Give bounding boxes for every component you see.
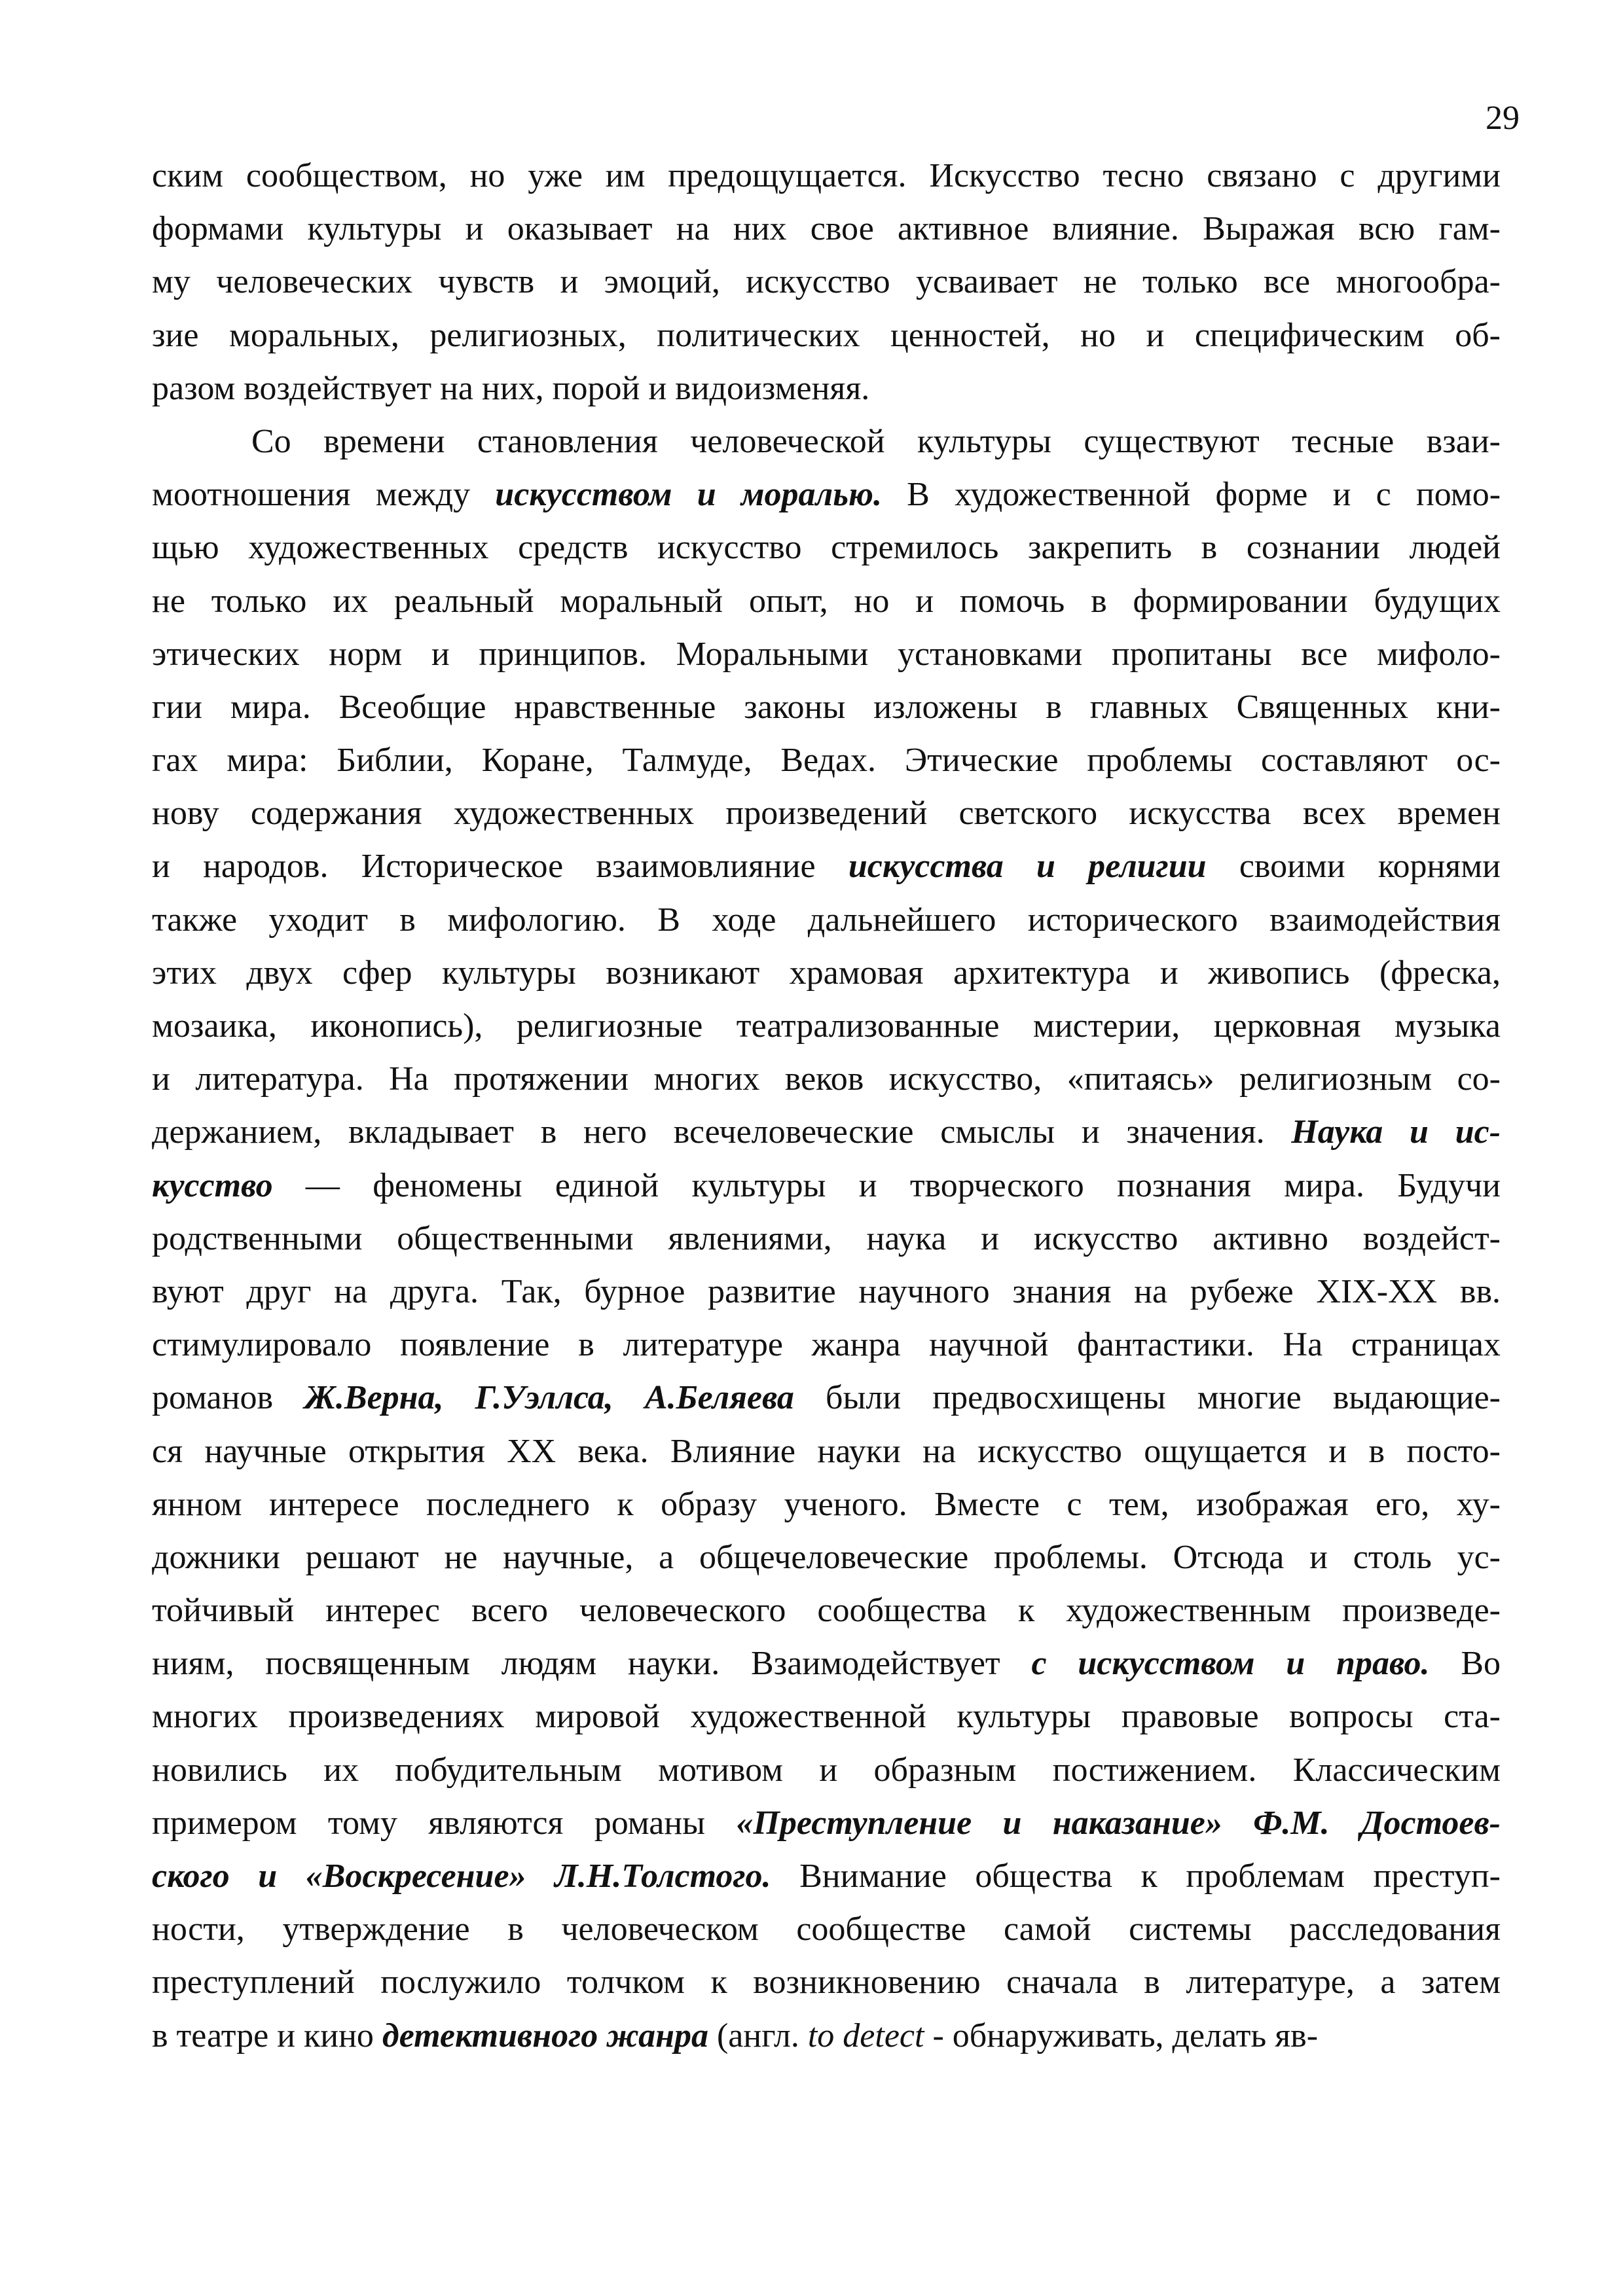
emphasis-text: Ж.Верна, Г.Уэллса, А.Беляева (304, 1379, 794, 1417)
plain-text: романов (152, 1379, 305, 1417)
text-line (152, 575, 1501, 628)
plain-text: ся научные открытия XX века. Влияние науки на искусство ощущается и в посто- (152, 1432, 1501, 1470)
plain-text: стимулировало появление в литературе жанра научной фантастики. На страницах (152, 1326, 1501, 1364)
text-line (152, 1371, 1501, 1424)
plain-text: преступлений послужило толчком к возникновению сначала в литературе, а затем (152, 1964, 1501, 2001)
text-line (152, 1797, 1501, 1850)
text-line (152, 1212, 1501, 1265)
emphasis-text: искусства и религии (848, 848, 1207, 886)
plain-text: (англ. (708, 2017, 808, 2054)
text-line (152, 149, 1501, 202)
text-line (152, 1690, 1501, 1743)
text-line (152, 1956, 1501, 2009)
text-line (152, 628, 1501, 681)
plain-text: гах мира: Библии, Коране, Талмуде, Ведах. Этические проблемы составляют ос- (152, 742, 1501, 780)
plain-text: ским сообществом, но уже им предощущается. Искусство тесно связано с другими (152, 157, 1501, 194)
plain-text: и литература. На протяжении многих веков искусство, «питаясь» религиозным со- (152, 1060, 1501, 1098)
text-line (152, 255, 1501, 308)
plain-text: тойчивый интерес всего человеческого сообщества к художественным произведе- (152, 1592, 1501, 1630)
plain-text: родственными общественными явлениями, наука и искусство активно воздейст- (152, 1219, 1501, 1257)
text-line (152, 681, 1501, 734)
plain-text: гии мира. Всеобщие нравственные законы изложены в главных Священных кни- (152, 688, 1501, 726)
text-line (152, 1903, 1501, 1956)
text-line (152, 1531, 1501, 1584)
text-line (152, 1637, 1501, 1690)
emphasis-text: ского и «Воскресение» Л.Н.Толстого. (152, 1857, 771, 1895)
plain-text: ности, утверждение в человеческом сообществе самой системы расследования (152, 1910, 1501, 1948)
text-line (152, 202, 1501, 255)
text-line (152, 1159, 1501, 1212)
plain-text: вуют друг на друга. Так, бурное развитие научного знания на рубеже XIX-XX вв. (152, 1272, 1501, 1310)
plain-text: Со времени становления человеческой культуры существуют тесные взаи- (251, 422, 1501, 460)
text-line (152, 521, 1501, 574)
plain-text: В художественной форме и с помо- (881, 476, 1501, 514)
emphasis-text: Наука и ис- (1291, 1113, 1501, 1151)
text-line (152, 893, 1501, 946)
text-line (152, 1425, 1501, 1478)
text-line (152, 1105, 1501, 1158)
plain-text: щью художественных средств искусство стремилось закрепить в сознании людей (152, 529, 1501, 567)
text-line (152, 1850, 1501, 1903)
plain-text: - обнаруживать, делать яв- (924, 2017, 1319, 2054)
plain-text: му человеческих чувств и эмоций, искусство усваивает не только все многообра- (152, 263, 1501, 301)
text-line (152, 309, 1501, 362)
page-number: 29 (1486, 99, 1520, 137)
plain-text: этих двух сфер культуры возникают храмовая архитектура и живопись (фреска, (152, 954, 1501, 992)
text-line (152, 1265, 1501, 1318)
plain-text: также уходит в мифологию. В ходе дальнейшего исторического взаимодействия (152, 901, 1501, 939)
plain-text: примером тому являются романы (152, 1804, 737, 1842)
plain-text: зие моральных, религиозных, политических ценностей, но и специфическим об- (152, 316, 1501, 354)
plain-text: ниям, посвященным людям науки. Взаимодействует (152, 1645, 1032, 1683)
plain-text: не только их реальный моральный опыт, но и помочь в формировании будущих (152, 582, 1501, 620)
text-line (152, 1478, 1501, 1531)
plain-text: — феномены единой культуры и творческого познания мира. Будучи (272, 1166, 1501, 1204)
plain-text: дожники решают не научные, а общечеловеческие проблемы. Отсюда и столь ус- (152, 1538, 1501, 1576)
plain-text: многих произведениях мировой художественной культуры правовые вопросы ста- (152, 1698, 1501, 1736)
plain-text: новились их побудительным мотивом и образным постижением. Классическим (152, 1751, 1501, 1789)
text-line (152, 1744, 1501, 1797)
emphasis-text: детективного жанра (382, 2017, 708, 2054)
text-line (152, 415, 1501, 468)
text-line (152, 362, 1501, 415)
text-line (152, 734, 1501, 787)
plain-text: своими корнями (1206, 848, 1501, 886)
emphasis-text: искусством и моралью. (495, 476, 882, 514)
plain-text: моотношения между (152, 476, 496, 514)
plain-text: Во (1429, 1645, 1501, 1683)
text-line (152, 787, 1501, 840)
plain-text: янном интересе последнего к образу ученого. Вместе с тем, изображая его, ху- (152, 1485, 1501, 1523)
italic-text: to detect (807, 2017, 924, 2054)
plain-text: в театре и кино (152, 2017, 382, 2054)
plain-text: нову содержания художественных произведений светского искусства всех времен (152, 795, 1501, 833)
plain-text: Внимание общества к проблемам преступ- (771, 1857, 1501, 1895)
plain-text: были предвосхищены многие выдающие- (793, 1379, 1501, 1417)
body-text (152, 149, 1501, 2062)
text-line (152, 1052, 1501, 1105)
emphasis-text: с искусством и право. (1031, 1645, 1430, 1683)
text-line (152, 840, 1501, 893)
text-line (152, 1584, 1501, 1637)
emphasis-text: кусство (152, 1166, 273, 1204)
text-line (152, 468, 1501, 521)
text-line (152, 946, 1501, 999)
plain-text: и народов. Историческое взаимовлияние (152, 848, 848, 886)
plain-text: держанием, вкладывает в него всечеловеческие смыслы и значения. (152, 1113, 1292, 1151)
emphasis-text: «Преступление и наказание» Ф.М. Достоев- (736, 1804, 1501, 1842)
text-line (152, 999, 1501, 1052)
plain-text: разом воздействует на них, порой и видоизменяя. (152, 369, 870, 407)
plain-text: мозаика, иконопись), религиозные театрализованные мистерии, церковная музыка (152, 1007, 1501, 1045)
text-line (152, 2009, 1501, 2062)
plain-text: этических норм и принципов. Моральными установками пропитаны все мифоло- (152, 635, 1501, 673)
text-line (152, 1318, 1501, 1371)
plain-text: формами культуры и оказывает на них свое активное влияние. Выражая всю гам- (152, 210, 1501, 248)
